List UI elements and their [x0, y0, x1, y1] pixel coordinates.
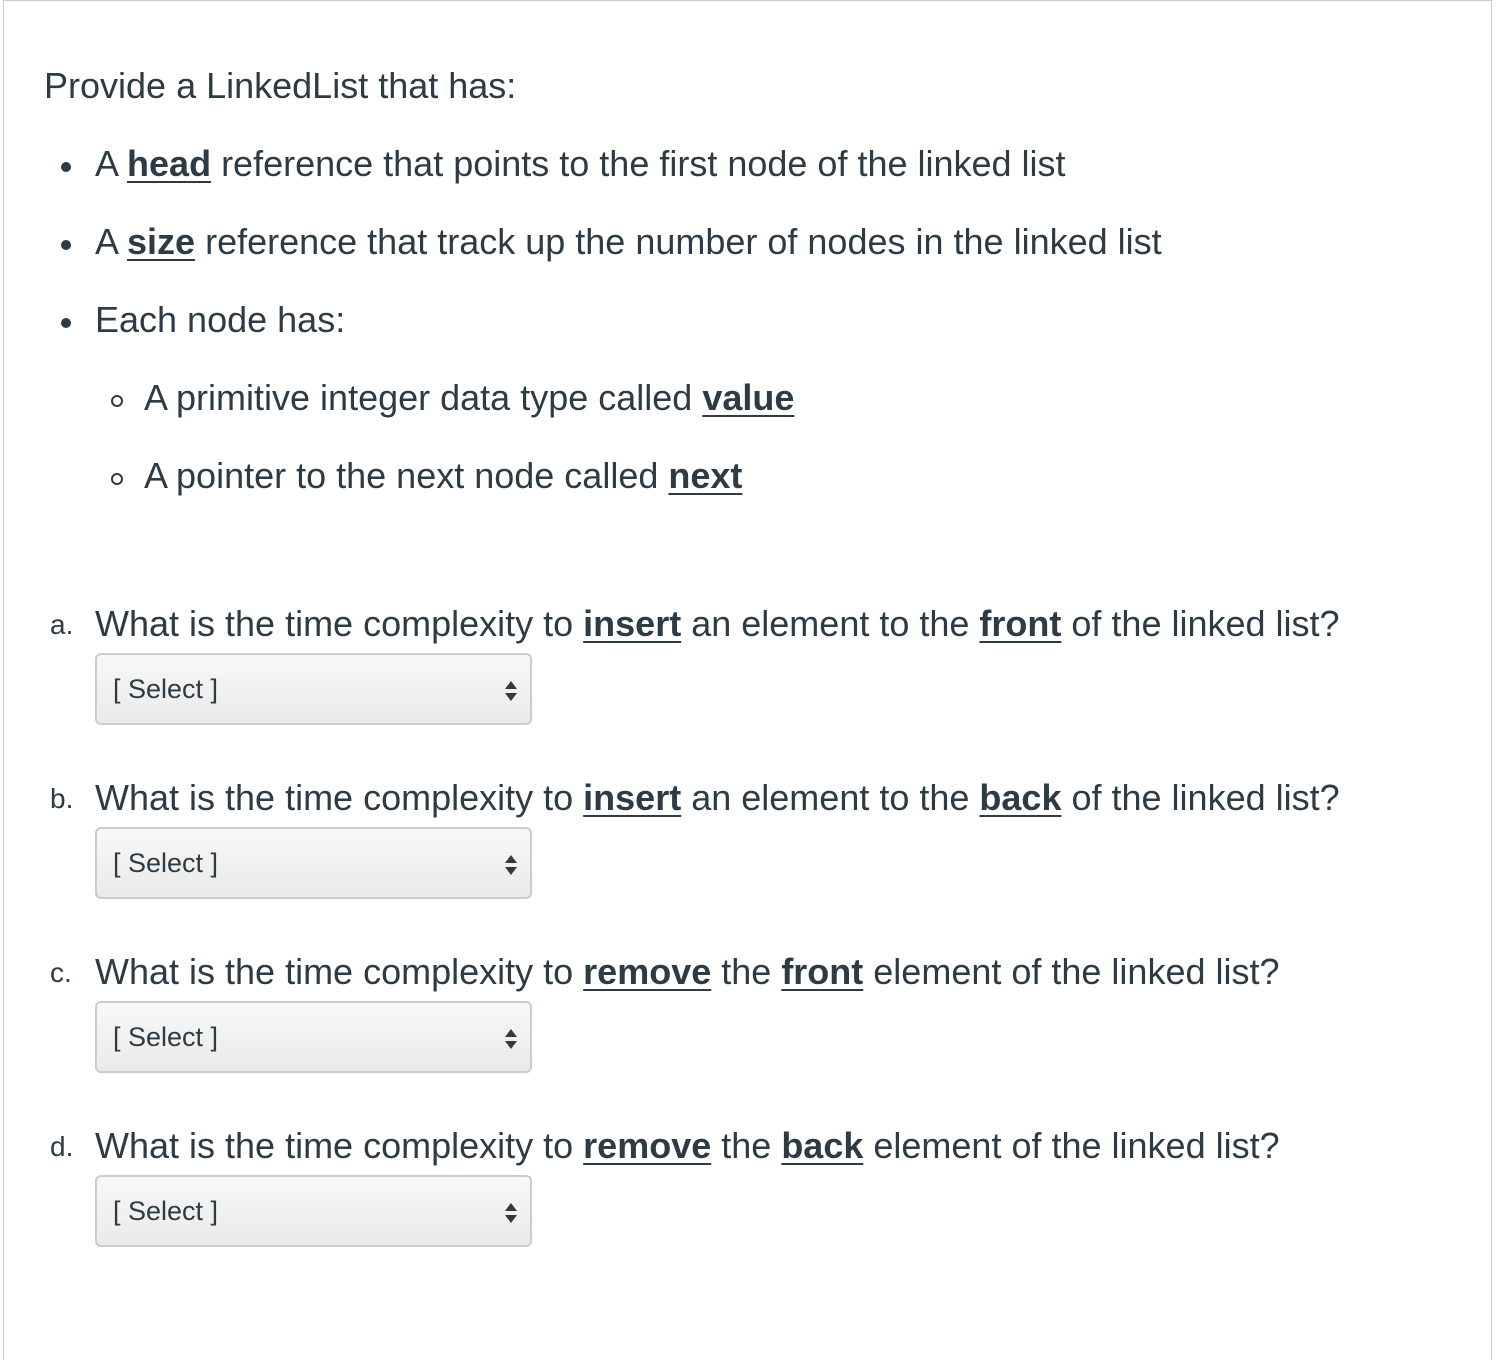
list-item-text: A [95, 143, 128, 184]
question-a [44, 600, 1464, 704]
question-letter: d. [50, 1131, 74, 1162]
keyword-back: back [781, 1125, 864, 1166]
keyword-back: back [979, 777, 1062, 818]
keyword-remove: remove [583, 1125, 712, 1166]
select-value: [ Select ] [113, 1022, 219, 1052]
sub-list-item [44, 374, 1464, 422]
question-text-part: of the linked list? [1061, 777, 1340, 818]
question-text [44, 774, 1464, 822]
requirements-list [44, 140, 1464, 500]
sub-list-item [44, 452, 1464, 500]
question-text-part: element of the linked list? [863, 1125, 1280, 1166]
keyword-next: next [668, 455, 743, 496]
question-c [44, 948, 1464, 1052]
question-text-part: an element to the [681, 603, 980, 644]
question-text-part: an element to the [681, 777, 980, 818]
question-text [44, 1122, 1464, 1170]
bullet-icon [61, 318, 71, 328]
question-text-part: What is the time complexity to [95, 777, 584, 818]
up-down-arrows-icon [504, 677, 518, 705]
sub-bullet-icon [111, 395, 123, 407]
list-item-text: A [95, 221, 128, 262]
select-value: [ Select ] [113, 848, 219, 878]
question-text-part: element of the linked list? [863, 951, 1280, 992]
question-text-part: the [711, 1125, 782, 1166]
question-text-part: What is the time complexity to [95, 603, 584, 644]
up-down-arrows-icon [504, 1199, 518, 1227]
node-fields-list [44, 374, 1464, 500]
question-text-part: What is the time complexity to [95, 1125, 584, 1166]
list-item-text: reference that track up the number of nodes in the linked list [195, 221, 1162, 262]
list-item [44, 140, 1464, 188]
bullet-icon [61, 240, 71, 250]
question-text-part: the [711, 951, 782, 992]
bullet-icon [61, 162, 71, 172]
question-text-part: of the linked list? [1061, 603, 1340, 644]
sub-list-item-text: A primitive integer data type called [144, 377, 703, 418]
question-letter: c. [50, 957, 72, 988]
answer-select-a[interactable] [95, 653, 532, 725]
intro-text: Provide a LinkedList that has: [44, 65, 517, 106]
question-content [44, 62, 1464, 500]
keyword-size: size [127, 221, 196, 262]
question-text [44, 948, 1464, 996]
sub-bullet-icon [111, 473, 123, 485]
select-value: [ Select ] [113, 674, 219, 704]
keyword-head: head [127, 143, 212, 184]
keyword-front: front [979, 603, 1062, 644]
keyword-front: front [781, 951, 864, 992]
list-item [44, 296, 1464, 500]
answer-select-c[interactable] [95, 1001, 532, 1073]
keyword-value: value [702, 377, 795, 418]
select-value: [ Select ] [113, 1196, 219, 1226]
list-item-text: reference that points to the first node of the linked list [211, 143, 1066, 184]
keyword-insert: insert [583, 603, 682, 644]
question-text-part: What is the time complexity to [95, 951, 584, 992]
question-text [44, 600, 1464, 648]
answer-select-d[interactable] [95, 1175, 532, 1247]
keyword-insert: insert [583, 777, 682, 818]
list-item [44, 218, 1464, 266]
question-b [44, 774, 1464, 878]
answer-select-b[interactable] [95, 827, 532, 899]
question-letter: a. [50, 609, 74, 640]
up-down-arrows-icon [504, 851, 518, 879]
question-letter: b. [50, 783, 74, 814]
keyword-remove: remove [583, 951, 712, 992]
question-d [44, 1122, 1464, 1226]
sub-list-item-text: A pointer to the next node called [144, 455, 669, 496]
list-item-text: Each node has: [95, 299, 346, 340]
up-down-arrows-icon [504, 1025, 518, 1053]
